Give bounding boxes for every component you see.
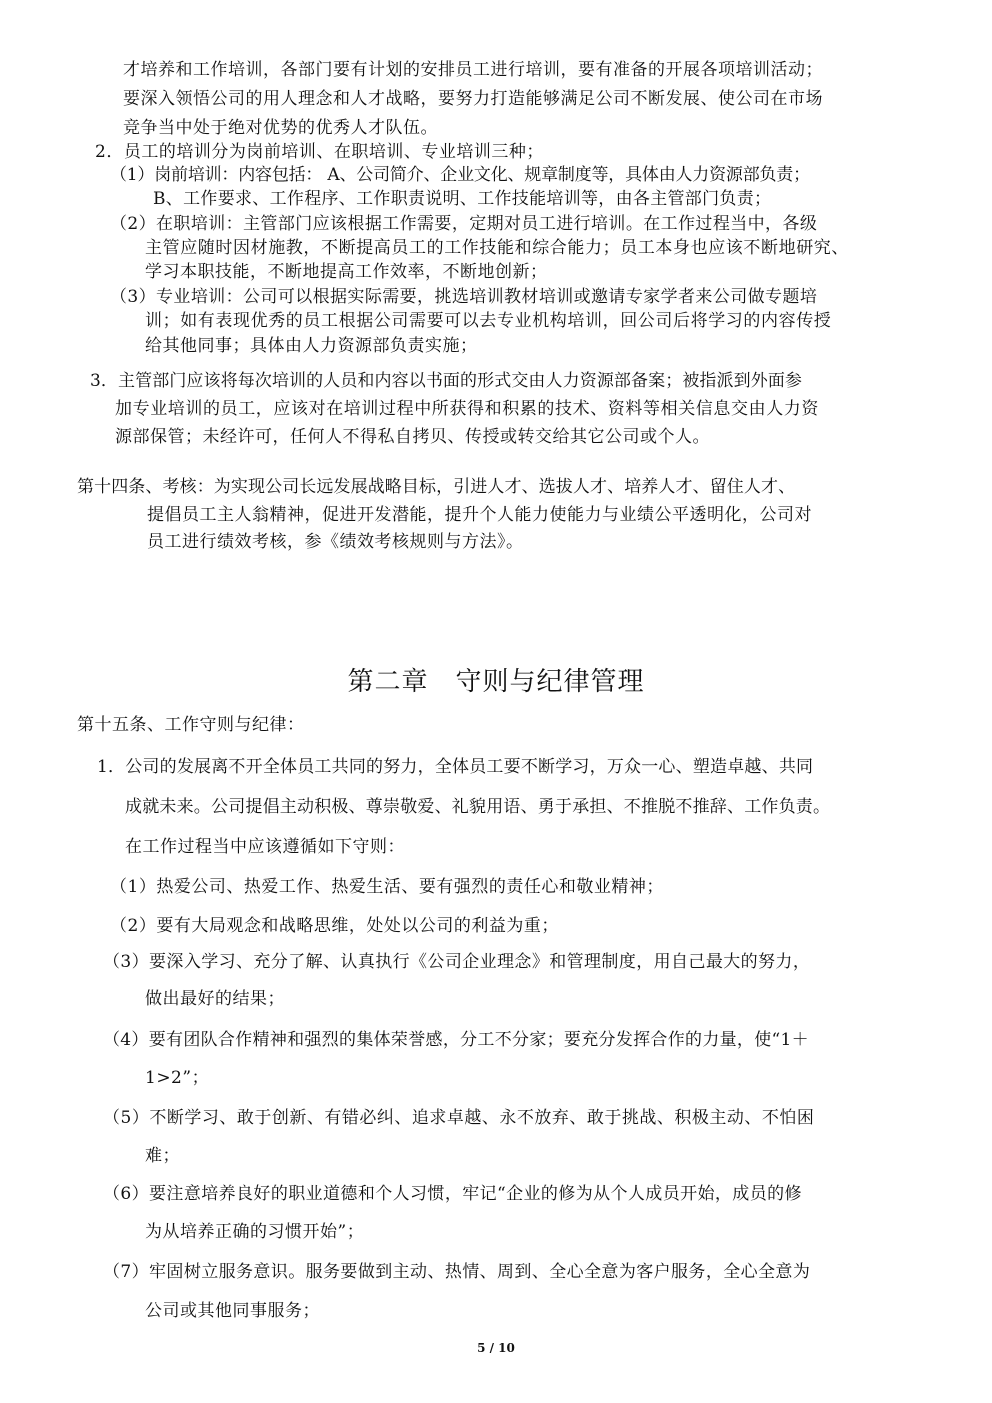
text-line: 训；如有表现优秀的员工根据公司需要可以去专业机构培训，回公司后将学习的内容传授: [145, 311, 832, 331]
text-line: 难；: [145, 1146, 180, 1166]
text-line: 源部保管；未经许可，任何人不得私自拷贝、传授或转交给其它公司或个人。: [115, 427, 710, 447]
page-number: 5 / 10: [477, 1341, 515, 1355]
text-line: （3）要深入学习、充分了解、认真执行《公司企业理念》和管理制度，用自己最大的努力，: [103, 952, 811, 972]
text-line: 第十五条、工作守则与纪律：: [77, 715, 305, 735]
text-line: 成就未来。公司提倡主动积极、尊崇敬爱、礼貌用语、勇于承担、不推脱不推辞、工作负责。: [125, 797, 831, 817]
text-line: （4）要有团队合作精神和强烈的集体荣誉感，分工不分家；要充分发挥合作的力量，使“1＋: [103, 1030, 809, 1050]
text-line: 给其他同事；具体由人力资源部负责实施；: [145, 336, 478, 356]
text-line: 为从培养正确的习惯开始”；: [145, 1222, 365, 1242]
text-line: 员工进行绩效考核，参《绩效考核规则与方法》。: [147, 532, 524, 552]
text-line: 竞争当中处于绝对优势的优秀人才队伍。: [123, 118, 438, 138]
text-line: （2）要有大局观念和战略思维，处处以公司的利益为重；: [110, 916, 559, 936]
text-line: 才培养和工作培训，各部门要有计划的安排员工进行培训，要有准备的开展各项培训活动；: [123, 60, 823, 80]
text-line: 提倡员工主人翁精神，促进开发潜能，提升个人能力使能力与业绩公平透明化，公司对: [147, 505, 812, 525]
text-line: 公司或其他同事服务；: [145, 1301, 320, 1321]
text-line: （7）牢固树立服务意识。服务要做到主动、热情、周到、全心全意为客户服务，全心全意为: [103, 1262, 811, 1282]
text-line: （1）热爱公司、热爱工作、热爱生活、要有强烈的责任心和敬业精神；: [110, 877, 664, 897]
text-line: 第十四条、考核：为实现公司长远发展战略目标，引进人才、选拔人才、培养人才、留住人才、: [77, 477, 796, 497]
text-line: 3．主管部门应该将每次培训的人员和内容以书面的形式交由人力资源部备案；被指派到外面参: [90, 371, 803, 391]
text-line: 要深入领悟公司的用人理念和人才战略，要努力打造能够满足公司不断发展、使公司在市场: [123, 89, 823, 109]
text-line: 2．员工的培训分为岗前培训、在职培训、专业培训三种；: [95, 142, 544, 162]
text-line: 1．公司的发展离不开全体员工共同的努力，全体员工要不断学习，万众一心、塑造卓越、共同: [97, 757, 814, 777]
text-line: 加专业培训的员工，应该对在培训过程中所获得和积累的技术、资料等相关信息交由人力资: [115, 399, 819, 419]
text-line: 主管应随时因材施教，不断提高员工的工作技能和综合能力；员工本身也应该不断地研究、: [145, 238, 849, 258]
text-line: 做出最好的结果；: [145, 989, 285, 1009]
text-line: （5）不断学习、敢于创新、有错必纠、追求卓越、永不放弃、敢于挑战、积极主动、不怕困: [103, 1108, 815, 1128]
text-line: （3）专业培训：公司可以根据实际需要，挑选培训教材培训或邀请专家学者来公司做专题培: [110, 287, 818, 307]
text-line: 学习本职技能，不断地提高工作效率，不断地创新；: [145, 262, 548, 282]
text-line: B、工作要求、工作程序、工作职责说明、工作技能培训等，由各主管部门负责；: [153, 189, 772, 209]
chapter-title: 第二章 守则与纪律管理: [347, 667, 645, 697]
text-line: （1）岗前培训：内容包括： A、公司简介、企业文化、规章制度等，具体由人力资源部负责；: [110, 165, 810, 185]
text-line: （6）要注意培养良好的职业道德和个人习惯，牢记“企业的修为从个人成员开始，成员的修: [103, 1184, 802, 1204]
text-line: 在工作过程当中应该遵循如下守则：: [125, 837, 405, 857]
text-line: （2）在职培训：主管部门应该根据工作需要，定期对员工进行培训。在工作过程当中，各级: [110, 214, 818, 234]
text-line: 1>2”；: [145, 1068, 210, 1088]
